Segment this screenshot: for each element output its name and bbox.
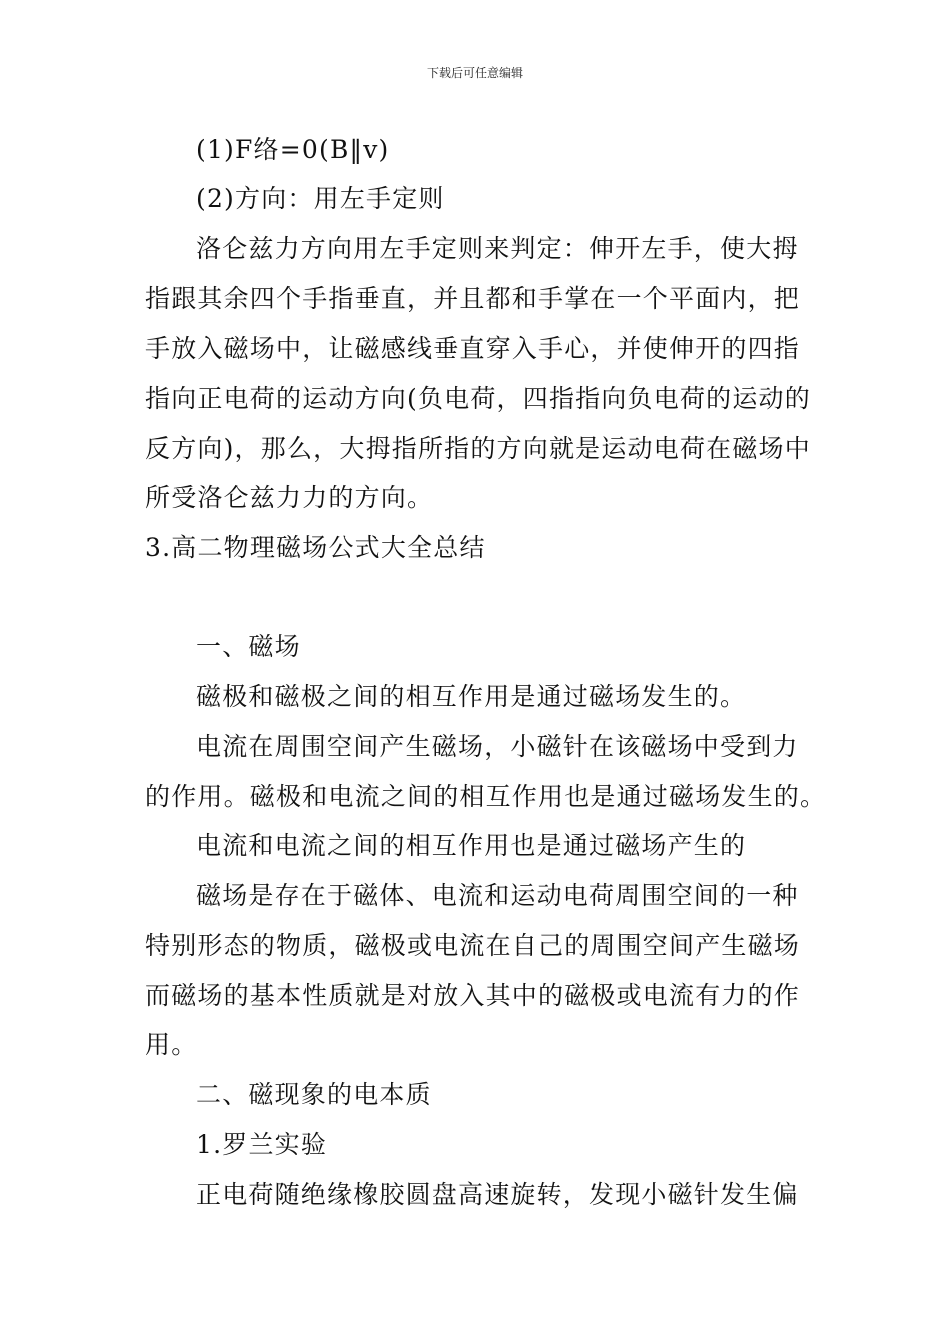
- section-title: 3.高二物理磁场公式大全总结: [145, 533, 486, 562]
- paragraph-line: 电流在周围空间产生磁场，小磁针在该磁场中受到力: [196, 732, 799, 761]
- page-header: 下载后可任意编辑: [426, 66, 523, 80]
- paragraph-line: 手放入磁场中，让磁感线垂直穿入手心，并使伸开的四指: [145, 334, 801, 363]
- paragraph-line: 正电荷随绝缘橡胶圆盘高速旋转，发现小磁针发生偏: [196, 1180, 799, 1209]
- paragraph-line: 特别形态的物质，磁极或电流在自己的周围空间产生磁场: [145, 931, 801, 960]
- direction-line: (2)方向：用左手定则: [196, 184, 445, 213]
- paragraph-line: 反方向)，那么，大拇指所指的方向就是运动电荷在磁场中: [145, 434, 811, 463]
- paragraph-line: 用。: [145, 1030, 198, 1059]
- paragraph-line: 洛仑兹力方向用左手定则来判定：伸开左手，使大拇: [196, 234, 799, 263]
- subsection-heading: 1.罗兰实验: [196, 1130, 328, 1159]
- paragraph-line: 的作用。磁极和电流之间的相互作用也是通过磁场发生的。: [145, 782, 827, 811]
- paragraph-line: 电流和电流之间的相互作用也是通过磁场产生的: [196, 831, 747, 860]
- paragraph-line: 所受洛仑兹力力的方向。: [145, 483, 434, 512]
- paragraph-line: 磁极和磁极之间的相互作用是通过磁场发生的。: [196, 682, 747, 711]
- paragraph-line: 磁场是存在于磁体、电流和运动电荷周围空间的一种: [196, 881, 799, 910]
- paragraph-line: 而磁场的基本性质就是对放入其中的磁极或电流有力的作: [145, 981, 801, 1010]
- formula-line: (1)F络=0(B‖v): [196, 135, 390, 164]
- subsection-heading: 二、磁现象的电本质: [196, 1080, 432, 1109]
- subsection-heading: 一、磁场: [196, 632, 301, 661]
- paragraph-line: 指跟其余四个手指垂直，并且都和手掌在一个平面内，把: [145, 284, 801, 313]
- paragraph-line: 指向正电荷的运动方向(负电荷，四指指向负电荷的运动的: [145, 384, 811, 413]
